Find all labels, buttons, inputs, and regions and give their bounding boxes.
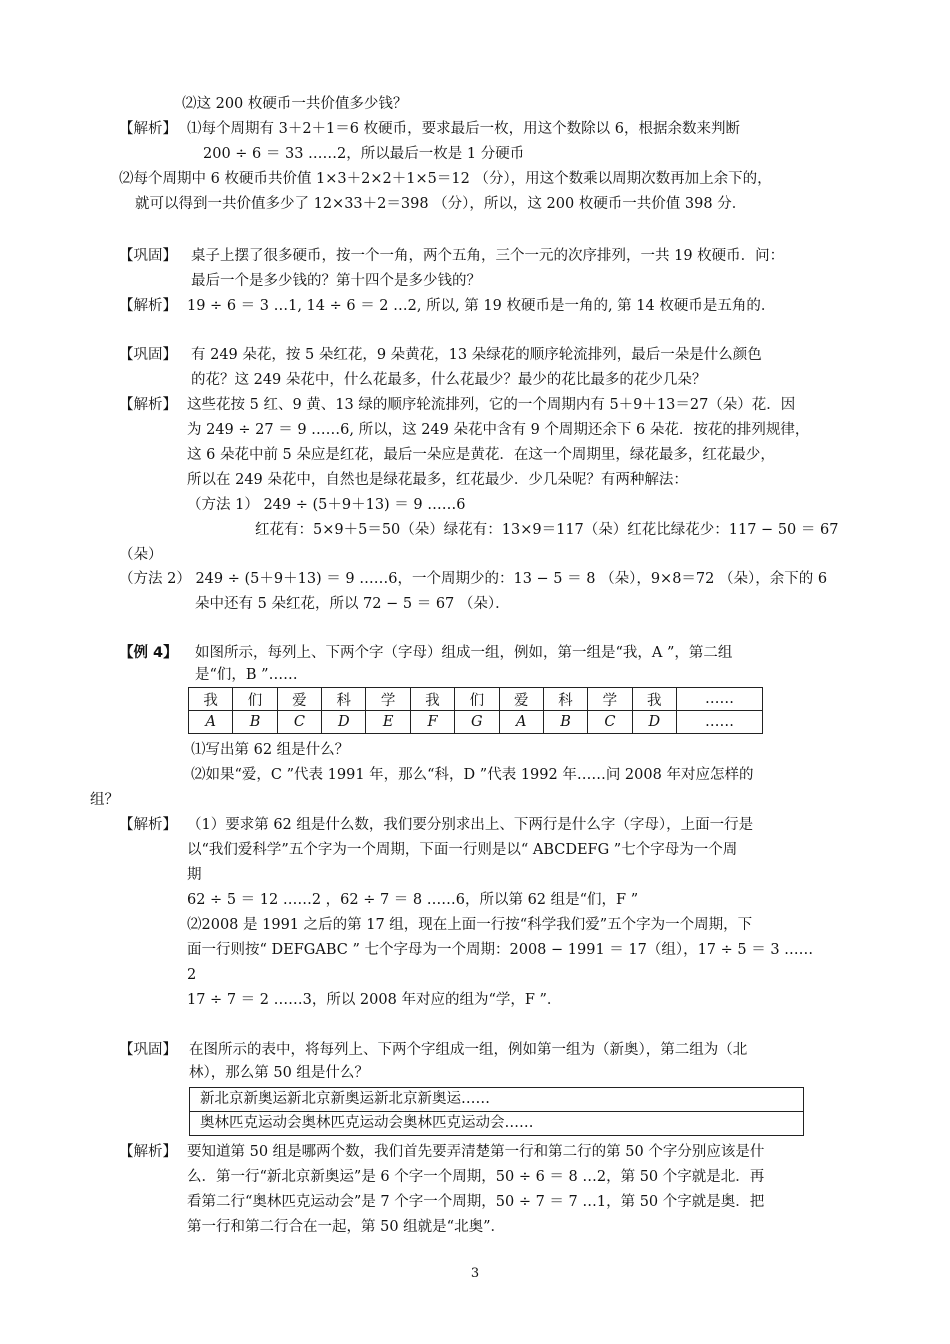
analysis-line: 就可以得到一共价值多少了 12×33＋2＝398 （分），所以，这 200 枚硬币一共价值 398 分． [135, 196, 747, 212]
table-cell: 科 [322, 688, 366, 711]
analysis-tag: 【解析】 [119, 397, 177, 413]
example-tag: 【例 4】 [119, 645, 178, 661]
table-cell: 我 [189, 688, 233, 711]
consolidate-tag: 【巩固】 [119, 347, 177, 363]
table-cell: F [410, 711, 454, 734]
question-part-2: ⑵如果“爱，C ”代表 1991 年，那么“科，D ”代表 1992 年……问 2008 年对应怎样的 [191, 767, 754, 783]
problem-line: 林），那么第 50 组是什么？ [189, 1065, 369, 1081]
analysis-line: 200 ÷ 6 ＝ 33 ……2，所以最后一枚是 1 分硬币 [203, 146, 525, 162]
table-row: 新北京新奥运新北京新奥运新北京新奥运…… [190, 1088, 803, 1112]
analysis-line: 所以在 249 朵花中，自然也是绿花最多，红花最少．少几朵呢？有两种解法： [187, 472, 688, 488]
problem-line: 最后一个是多少钱的？第十四个是多少钱的？ [191, 273, 481, 289]
problem-line: 的花？这 249 朵花中，什么花最多，什么花最少？最少的花比最多的花少几朵？ [191, 372, 707, 388]
table-cell: 爱 [277, 688, 321, 711]
analysis-line: 62 ÷ 5 ＝ 12 ……2 ，62 ÷ 7 ＝ 8 ……6，所以第 62 组是“们，F ” [187, 892, 639, 908]
table-cell: B [233, 711, 277, 734]
analysis-line: 这 6 朵花中前 5 朵应是红花，最后一朵应是黄花．在这一个周期里，绿花最多，红花最少， [187, 447, 775, 463]
problem-line: 组？ [90, 792, 119, 808]
problem-line: 桌子上摆了很多硬币，按一个一角，两个五角，三个一元的次序排列，一共 19 枚硬币．问： [191, 248, 785, 264]
consolidate-tag: 【巩固】 [119, 248, 177, 264]
analysis-line: （朵） [119, 547, 163, 563]
problem-line: 有 249 朵花，按 5 朵红花，9 朵黄花，13 朵绿花的顺序轮流排列，最后一朵是什么颜色 [191, 347, 762, 363]
analysis-line: 19 ÷ 6 ＝ 3 …1, 14 ÷ 6 ＝ 2 …2, 所以, 第 19 枚硬币是一角的, 第 14 枚硬币是五角的． [187, 298, 776, 314]
table-cell: …… [676, 711, 762, 734]
analysis-line: 第一行和第二行合在一起，第 50 组就是“北奥”． [187, 1219, 505, 1235]
table-cell: G [455, 711, 499, 734]
analysis-line: 看第二行“奥林匹克运动会”是 7 个字一个周期，50 ÷ 7 ＝ 7 …1，第 50 个字就是奥．把 [187, 1194, 765, 1210]
table-cell: A [189, 711, 233, 734]
table-cell: 们 [455, 688, 499, 711]
analysis-line: 面一行则按“ DEFGABC ” 七个字母为一个周期：2008 − 1991 ＝ 17（组），17 ÷ 5 ＝ 3 …… [187, 942, 814, 958]
page-number: 3 [470, 1266, 480, 1281]
analysis-line: 期 [187, 867, 202, 883]
table-cell: 们 [233, 688, 277, 711]
analysis-line: 这些花按 5 红、9 黄、13 绿的顺序轮流排列，它的一个周期内有 5＋9＋13＝27（朵）花．因 [187, 397, 796, 413]
table-cell: 我 [410, 688, 454, 711]
table-cell: A [499, 711, 543, 734]
character-table [189, 1087, 804, 1136]
analysis-tag: 【解析】 [119, 298, 177, 314]
analysis-tag: 【解析】 [119, 121, 177, 137]
table-row: 奥林匹克运动会奥林匹克运动会奥林匹克运动会…… [200, 1115, 534, 1131]
analysis-line: ⑴每个周期有 3＋2＋1＝6 枚硬币，要求最后一枚，用这个数除以 6，根据余数来判断 [187, 121, 740, 137]
analysis-line: 17 ÷ 7 ＝ 2 ……3，所以 2008 年对应的组为“学，F ”． [187, 992, 562, 1008]
problem-line: 在图所示的表中，将每列上、下两个字组成一组，例如第一组为（新奥），第二组为（北 [189, 1042, 748, 1058]
analysis-line: ⑵每个周期中 6 枚硬币共价值 1×3＋2×2＋1×5＝12 （分），用这个数乘以周期次数再加上余下的， [119, 171, 772, 187]
table-cell: E [366, 711, 410, 734]
analysis-line: （1）要求第 62 组是什么数，我们要分别求出上、下两行是什么字（字母），上面一行是 [187, 817, 754, 833]
analysis-line: ⑵2008 是 1991 之后的第 17 组，现在上面一行按“科学我们爱”五个字为一个周期，下 [187, 917, 753, 933]
table-cell: 爱 [499, 688, 543, 711]
analysis-line: 么．第一行“新北京新奥运”是 6 个字一个周期，50 ÷ 6 ＝ 8 …2，第 50 个字就是北．再 [187, 1169, 765, 1185]
table-cell: C [588, 711, 632, 734]
table-cell: …… [676, 688, 762, 711]
analysis-line: 为 249 ÷ 27 ＝ 9 ……6, 所以，这 249 朵花中含有 9 个周期还余下 6 朵花．按花的排列规律， [187, 422, 810, 438]
analysis-line: 红花有：5×9＋5＝50（朵）绿花有：13×9＝117（朵）红花比绿花少：117 − 50 ＝ 67 [255, 522, 839, 538]
table-cell: D [322, 711, 366, 734]
table-cell: B [543, 711, 587, 734]
method-1: （方法 1） 249 ÷ (5＋9＋13) ＝ 9 ……6 [187, 497, 466, 513]
analysis-line: 2 [187, 967, 197, 983]
table-cell: 学 [588, 688, 632, 711]
table-cell: 科 [543, 688, 587, 711]
question-part-2: ⑵这 200 枚硬币一共价值多少钱？ [182, 96, 408, 112]
table-cell: D [632, 711, 676, 734]
problem-line: 是“们，B ”…… [195, 667, 298, 683]
question-part-1: ⑴写出第 62 组是什么？ [191, 742, 350, 758]
analysis-line: 要知道第 50 组是哪两个数，我们首先要弄清楚第一行和第二行的第 50 个字分别应该是什 [187, 1144, 765, 1160]
analysis-tag: 【解析】 [119, 817, 177, 833]
table-cell: C [277, 711, 321, 734]
table-row [189, 711, 763, 734]
analysis-tag: 【解析】 [119, 1144, 177, 1160]
table-cell: 我 [632, 688, 676, 711]
analysis-line: 以“我们爱科学”五个字为一个周期，下面一行则是以“ ABCDEFG ”七个字母为一个周 [187, 842, 738, 858]
analysis-line: 朵中还有 5 朵红花，所以 72 − 5 ＝ 67 （朵）． [195, 596, 510, 612]
consolidate-tag: 【巩固】 [119, 1042, 177, 1058]
sequence-table [188, 687, 763, 734]
problem-line: 如图所示，每列上、下两个字（字母）组成一组，例如，第一组是“我，A ”，第二组 [195, 645, 733, 661]
table-cell: 学 [366, 688, 410, 711]
table-row [189, 688, 763, 711]
method-2: （方法 2） 249 ÷ (5＋9＋13) ＝ 9 ……6，一个周期少的：13 − 5 ＝ 8 （朵），9×8＝72 （朵），余下的 6 [119, 571, 828, 587]
